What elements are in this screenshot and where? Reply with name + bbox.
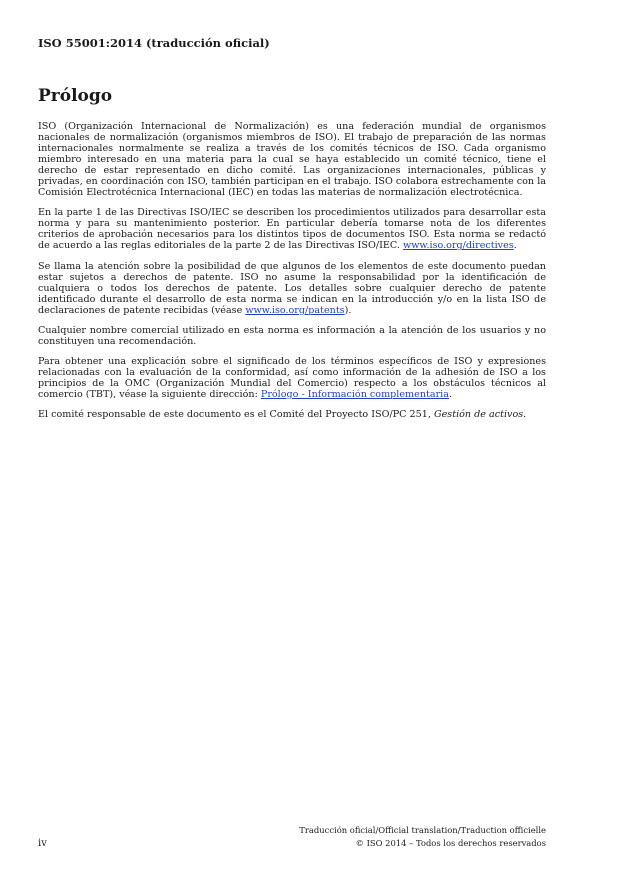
paragraph-explanation-text: Para obtener una explicación sobre el significado de los términos específicos de ISO y expresiones relacionadas con la evaluación de la conformidad, así como información de la adhesión de ISO a los principios de la OMC (Organización Mundial del Comercio) respecto a los obstáculos técnicos al comercio (TBT), véase la siguiente dirección: bbox=[38, 355, 546, 400]
patents-link[interactable]: www.iso.org/patents bbox=[245, 304, 345, 316]
foreword-body bbox=[38, 121, 546, 429]
paragraph-directives-text: En la parte 1 de las Directivas ISO/IEC se describen los procedimientos utilizados para desarrollar esta norma y para su mantenimiento posterior. En particular debería tomarse nota de los diferentes criterios de aprobación necesarios para los distintos tipos de documentos ISO. Esta norma se redactó de acuerdo a las reglas editoriales de la parte 2 de las Directivas ISO/IEC. bbox=[38, 207, 546, 252]
section-title: Prólogo bbox=[38, 86, 113, 106]
paragraph-explanation-end: . bbox=[448, 388, 453, 400]
translation-note: Traducción oficial/Official translation/Traduction officielle bbox=[299, 825, 546, 835]
paragraph-committee bbox=[38, 409, 546, 420]
paragraph-committee-end: . bbox=[523, 409, 527, 421]
paragraph-patents bbox=[38, 261, 546, 316]
paragraph-patents-end: ). bbox=[344, 304, 352, 316]
paragraph-committee-text: El comité responsable de este documento es el Comité del Proyecto ISO/PC 251, bbox=[38, 409, 434, 421]
paragraph-patents-text: Se llama la atención sobre la posibilidad de que algunos de los elementos de este documento puedan estar sujetos a derechos de patente. ISO no asume la responsabilidad por la identificación de cualquiera o todos los derechos de patente. Los detalles sobre cualquier derecho de patente identificado durante el desarrollo de esta norma se indican en la introducción y/o en la lista ISO de declaraciones de patente recibidas (véase bbox=[38, 260, 546, 316]
copyright-notice: © ISO 2014 – Todos los derechos reservados bbox=[355, 837, 546, 848]
foreword-info-link[interactable]: Prólogo - Información complementaria bbox=[260, 388, 449, 400]
paragraph-iso-intro: ISO (Organización Internacional de Normalización) es una federación mundial de organismos nacionales de normalización (organismos miembros de ISO). El trabajo de preparación de las normas internacionales normalmente se realiza a través de los comités técnicos de ISO. Cada organismo miembro interesado en una materia para la cual se haya establecido un comité técnico, tiene el derecho de estar representado en dicho comité. Las organizaciones internacionales, públicas y privadas, en coordinación con ISO, también participan en el trabajo. ISO colabora estrechamente con la Comisión Electrotécnica Internacional (IEC) en todas las materias de normalización electrotécnica. bbox=[38, 121, 546, 199]
document-header-title: ISO 55001:2014 (traducción oficial) bbox=[38, 36, 270, 50]
directives-link[interactable]: www.iso.org/directives bbox=[402, 240, 514, 252]
paragraph-directives bbox=[38, 207, 546, 251]
committee-subject: Gestión de activos bbox=[433, 409, 524, 421]
paragraph-directives-end: . bbox=[513, 240, 517, 252]
paragraph-explanation bbox=[38, 356, 546, 400]
paragraph-trade-names: Cualquier nombre comercial utilizado en esta norma es información a la atención de los usuarios y no constituyen una recomendación. bbox=[38, 324, 546, 347]
footer-notice bbox=[299, 824, 546, 849]
page-number: iv bbox=[38, 838, 47, 849]
